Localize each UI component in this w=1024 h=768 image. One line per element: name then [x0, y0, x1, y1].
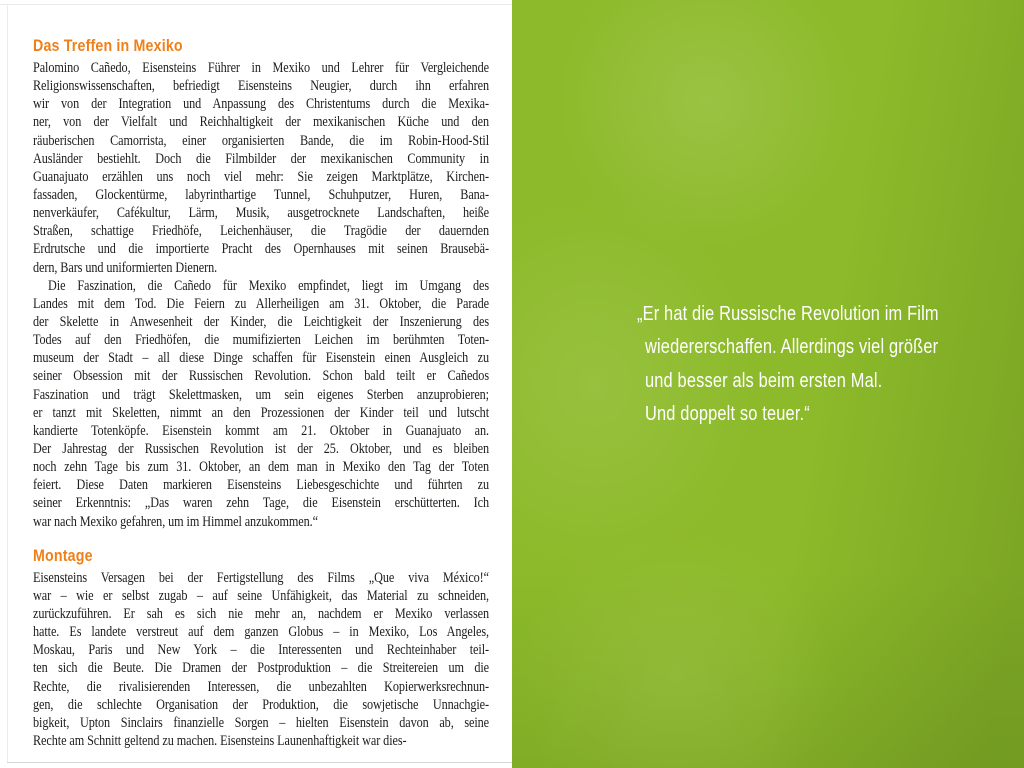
text-line: seiner Obsession mit der Russischen Revolution. Schon bald teilt er Cañedos — [33, 368, 490, 385]
paragraph — [33, 277, 489, 531]
pull-quote — [637, 297, 939, 431]
page-edge-bottom — [7, 762, 512, 763]
text-line: wir von der Integration und Anpassung des Christentums durch die Mexika- — [33, 96, 490, 113]
text-line: hatte. Es landete verstreut auf dem ganzen Globus – in Mexiko, Los Angeles, — [33, 624, 490, 641]
text-line: noch zehn Tage bis zum 31. Oktober, an dem man in Mexiko den Tag der Toten — [33, 459, 490, 476]
page-edge-top — [0, 4, 512, 5]
text-line: Landes mit dem Tod. Die Feiern zu Allerheiligen am 31. Oktober, die Parade — [33, 295, 490, 312]
text-line: fassaden, Glockentürme, labyrinthartige Tunnel, Schuhputzer, Huren, Bana- — [33, 186, 490, 203]
text-line: Rechte, die rivalisierenden Interessen, die unbezahlten Kopierwerksrechnun- — [33, 678, 490, 695]
paragraph — [33, 569, 489, 750]
text-line: ten sich die Beute. Die Dramen der Postproduktion – die Streitereien um die — [33, 660, 490, 677]
text-line: dern, Bars und uniformierten Dienern. — [33, 259, 218, 276]
green-photo-panel — [512, 0, 1024, 768]
text-line: Faszination und trägt Skelettmasken, um sein eigenes Sterben anzuprobieren; — [33, 386, 490, 403]
text-line: zurückzuführen. Er sah es sich nie mehr an, nachdem er Mexiko verlassen — [33, 605, 490, 622]
quote-line: Und doppelt so teuer.“ — [645, 402, 810, 426]
text-section — [33, 547, 489, 750]
text-line: gen, die schlechte Organisation der Produktion, die sowjetische Unnachgie- — [33, 696, 490, 713]
text-line: nenverkäufer, Cafékultur, Lärm, Musik, ausgetrocknete Landschaften, heiße — [33, 205, 490, 222]
text-line: war – wie er selbst zugab – auf seine Unfähigkeit, das Material zu schneiden, — [33, 587, 490, 604]
text-line: ner, von der Vielfalt und Reichhaltigkeit der mexikanischen Küche und den — [33, 114, 490, 131]
text-line: bigkeit, Upton Sinclairs finanzielle Sorgen – hielten Eisenstein davon ab, seine — [33, 714, 490, 731]
text-line: seiner Erkenntnis: „Das waren zehn Tage, die Eisenstein erschütterten. Ich — [33, 495, 490, 512]
text-line: war nach Mexiko gefahren, um im Himmel anzukommen.“ — [33, 513, 318, 530]
text-line: Erdrutsche und die importierte Pracht des Opernhauses mit seinen Brausebä- — [33, 241, 490, 258]
text-line: museum der Stadt – all diese Dinge schaffen für Eisenstein einen Ausgleich zu — [33, 350, 490, 367]
section-heading: Montage — [33, 545, 93, 565]
text-line: Religionswissenschaften, befriedigt Eisensteins Neugier, durch ihn erfahren — [33, 78, 490, 95]
text-line: Palomino Cañedo, Eisensteins Führer in Mexiko und Lehrer für Vergleichende — [33, 60, 490, 76]
text-line: kandierte Totenköpfe. Eisenstein kommt am 21. Oktober in Guanajuato an. — [33, 422, 490, 439]
text-line: er tanzt mit Skeletten, nimmt an den Prozessionen der Kinder teil und lutscht — [33, 404, 490, 421]
text-line: Ausländer bestiehlt. Doch die Filmbilder der mexikanischen Community in — [33, 150, 490, 167]
text-line: Der Jahrestag der Russischen Revolution ist der 25. Oktober, und es bleiben — [33, 440, 490, 457]
text-line: Todes auf den Friedhöfen, die mumifizierten Leichen im berühmten Toten- — [33, 332, 490, 349]
text-line: Rechte am Schnitt geltend zu machen. Eisensteins Launenhaftigkeit war dies- — [33, 732, 407, 749]
quote-line: „Er hat die Russische Revolution im Film — [637, 302, 939, 325]
page-edge-left — [7, 4, 8, 762]
text-line: Guanajuato erzählen uns noch viel mehr: Sie zeigen Marktplätze, Kirchen- — [33, 168, 490, 185]
text-line: Straßen, schattige Friedhöfe, Leichenhäuser, die Tragödie der dauernden — [33, 223, 490, 240]
paragraph — [33, 59, 489, 277]
text-line: Moskau, Paris und New York – die Interessenten und Rechteinhaber teil- — [33, 642, 490, 659]
text-line: räuberischen Camorrista, einer organisierten Bande, die im Robin-Hood-Stil — [33, 132, 490, 149]
text-line: feiert. Diese Daten markieren Eisensteins Liebesgeschichte und führten zu — [33, 477, 490, 494]
text-line: der Skelette in Anwesenheit der Kinder, die Leichtigkeit der Inszenierung des — [33, 313, 490, 330]
section-heading: Das Treffen in Mexiko — [33, 36, 183, 55]
quote-line: und besser als beim ersten Mal. — [645, 368, 883, 392]
text-line: Die Faszination, die Cañedo für Mexiko empfindet, liegt im Umgang des — [48, 277, 490, 294]
quote-line: wiedererschaffen. Allerdings viel größer — [645, 335, 939, 359]
text-column — [33, 37, 489, 750]
text-line: Eisensteins Versagen bei der Fertigstellung des Films „Que viva México!“ — [33, 569, 490, 586]
text-section — [33, 37, 489, 531]
